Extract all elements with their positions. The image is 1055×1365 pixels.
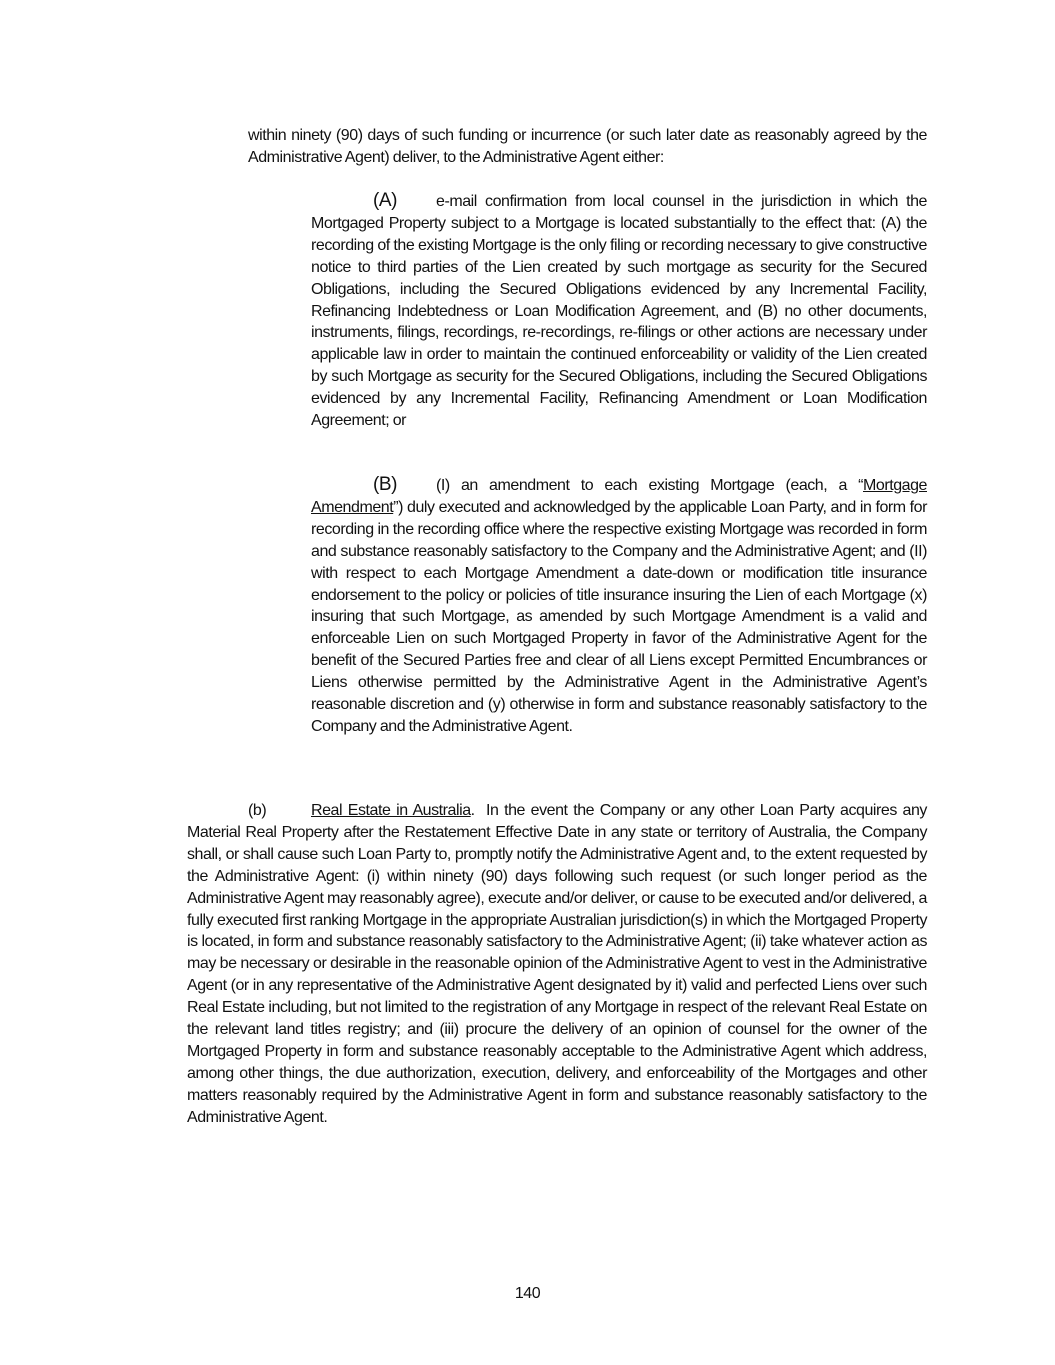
clause-b-text-post: ”) duly executed and acknowledged by the applicable Loan Party, and in form for recording in the recording office where the respective existing Mortgage was recorded in form and substance reasonably satisfactory to the Company and the Administrative Agent; and (II) with respect to each Mortgage Amendment a date-down or modification title insurance endorsement to the policy or policies of title insurance insuring the Lien of each Mortgage (x) insuring that such Mortgage, as amended by such Mortgage Amendment is a valid and enforceable Lien on such Mortgaged Property in favor of the Administrative Agent for the benefit of the Secured Parties free and clear of all Liens except Permitted Encumbrances or Liens otherwise permitted by the Administrative Agent in the Administrative Agent’s reasonable discretion and (y) otherwise in form and substance reasonably satisfactory to the Company and the Administrative Agent. bbox=[311, 498, 927, 735]
section-b-text: In the event the Company or any other Loan Party acquires any Material Real Property after the Restatement Effective Date in any state or territory of Australia, the Company shall, or shall cause such Loan Party to, promptly notify the Administrative Agent and, to the extent requested by the Administrative Agent: (i) within ninety (90) days following such request (or such longer period as the Administrative Agent may reasonably agree), execute and/or deliver, or cause to be executed and/or delivered, a fully executed first ranking Mortgage in the appropriate Australian jurisdiction(s) in which the Mortgaged Property is located, in form and substance reasonably satisfactory to the Administrative Agent; (ii) take whatever action as may be necessary or desirable in the reasonable opinion of the Administrative Agent to vest in the Administrative Agent (or in any representative of the Administrative Agent designated by it) valid and perfected Liens over such Real Estate including, but not limited to the registration of any Mortgage in respect of the relevant Real Estate on the relevant land titles registry; and (iii) procure the delivery of an opinion of counsel for the owner of the Mortgaged Property in form and substance reasonably acceptable to the Administrative Agent which address, among other things, the due authorization, execution, delivery, and enforceability of the Mortgages and other matters reasonably required by the Administrative Agent in form and substance reasonably satisfactory to the Administrative Agent. bbox=[187, 802, 927, 1126]
intro-paragraph: within ninety (90) days of such funding or incurrence (or such later date as reasonably agreed by the Administrative Agent) deliver, to the Administrative Agent either: bbox=[248, 127, 927, 166]
section-b-heading-punct: . bbox=[470, 802, 475, 819]
clause-b-paragraph bbox=[311, 474, 927, 738]
clause-a-label: (A) bbox=[373, 190, 397, 211]
section-b-label: (b) bbox=[248, 802, 267, 819]
clause-a-paragraph bbox=[311, 190, 927, 432]
section-b-heading: Real Estate in Australia bbox=[311, 802, 471, 819]
page-number: 140 bbox=[514, 1285, 541, 1302]
clause-b-text-pre: (I) an amendment to each existing Mortgage (each, a “ bbox=[436, 477, 863, 494]
section-b-paragraph bbox=[187, 800, 927, 1129]
clause-b-label: (B) bbox=[373, 474, 397, 495]
clause-a-text: e-mail confirmation from local counsel in the jurisdiction in which the Mortgaged Property subject to a Mortgage is located substantially to the effect that: (A) the recording of the existing Mortgage is the only filing or recording necessary to give constructive notice to third parties of the Lien created by such mortgage as security for the Secured Obligations, including the Secured Obligations evidenced by any Incremental Facility, Refinancing Indebtedness or Loan Modification Agreement, and (B) no other documents, instruments, filings, recordings, re-recordings, re-filings or other actions are necessary under applicable law in order to maintain the continued enforceability or validity of the Lien created by such Mortgage as security for the Secured Obligations, including the Secured Obligations evidenced by any Incremental Facility, Refinancing Amendment or Loan Modification Agreement; or bbox=[311, 193, 927, 430]
defined-term-mortgage-amendment: Mortgage Amendment bbox=[311, 477, 927, 516]
